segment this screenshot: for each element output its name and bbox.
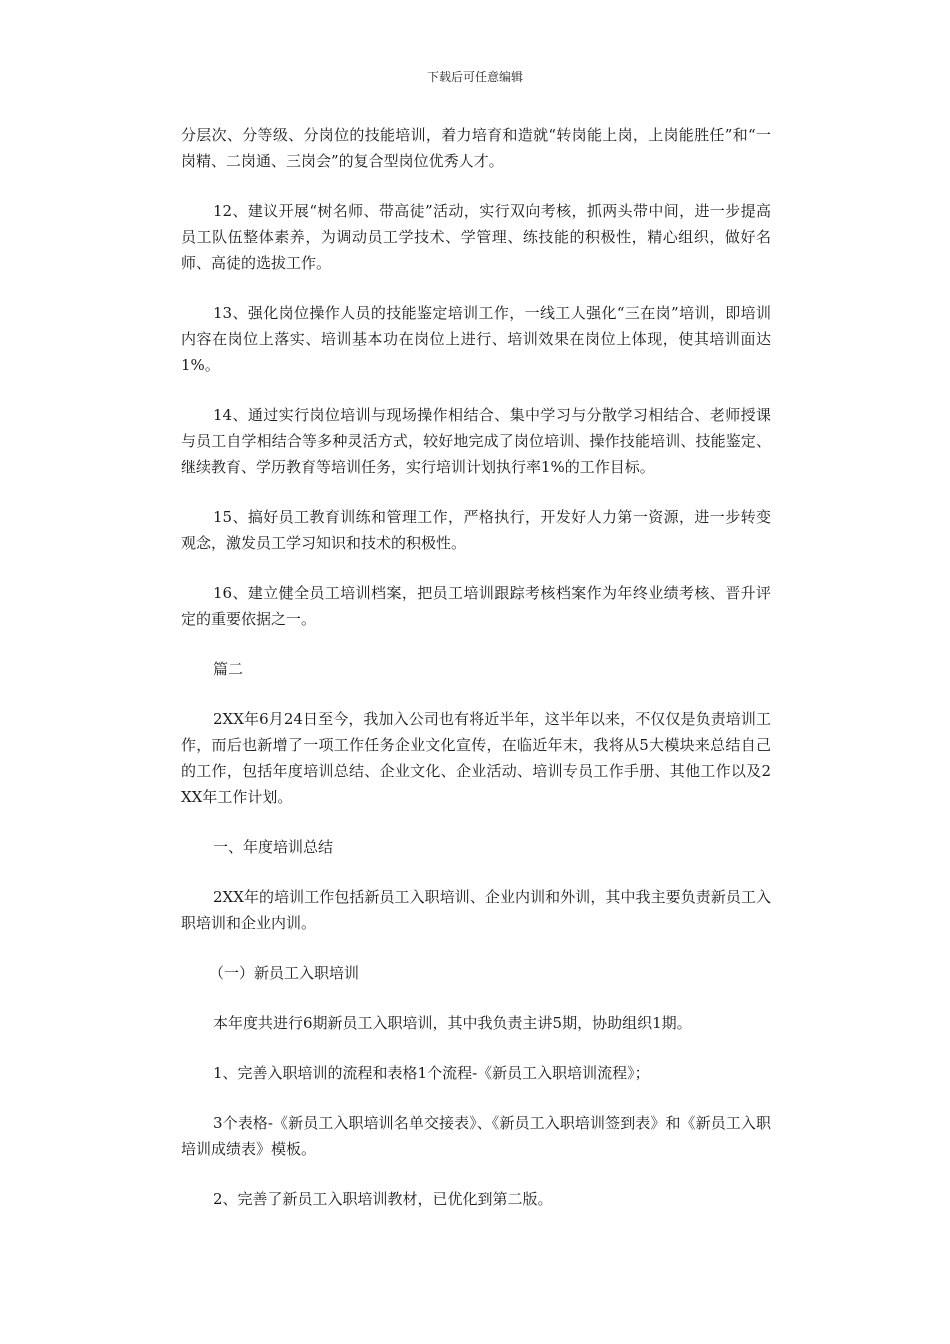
paragraph-process-forms: 1、完善入职培训的流程和表格1个流程-《新员工入职培训流程》； [213, 1064, 650, 1082]
subheading-new-employee-training: （一）新员工入职培训 [209, 964, 360, 982]
paragraph-forms-list: 3个表格-《新员工入职培训名单交接表》、《新员工入职培训签到表》和《新员工入职培训成绩表》模板。 [181, 1114, 771, 1158]
paragraph-item-15: 15、搞好员工教育训练和管理工作，严格执行，开发好人力第一资源，进一步转变观念，激发员工学习知识和技术的积极性。 [181, 508, 771, 552]
paragraph-item-13: 13、强化岗位操作人员的技能鉴定培训工作，一线工人强化“三在岗”培训，即培训内容在岗位上落实、培训基本功在岗位上进行、培训效果在岗位上体现，使其培训面达1%。 [181, 304, 771, 374]
paragraph-item-14: 14、通过实行岗位培训与现场操作相结合、集中学习与分散学习相结合、老师授课与员工自学相结合等多种灵活方式，较好地完成了岗位培训、操作技能培训、技能鉴定、继续教育、学历教育等培训任务，实行培训计划执行率1%的工作目标。 [181, 406, 771, 476]
paragraph-materials: 2、完善了新员工入职培训教材，已优化到第二版。 [213, 1190, 553, 1208]
paragraph-item-12: 12、建议开展“树名师、带高徒”活动，实行双向考核，抓两头带中间，进一步提高员工队伍整体素养，为调动员工学技术、学管理、练技能的积极性，精心组织，做好名师、高徒的选拔工作。 [181, 202, 771, 272]
paragraph-intro: 2XX年6月24日至今，我加入公司也有将近半年，这半年以来，不仅仅是负责培训工作，而后也新增了一项工作任务企业文化宣传，在临近年末，我将从5大模块来总结自己的工作，包括年度培训总结、企业文化、企业活动、培训专员工作手册、其他工作以及2XX年工作计划。 [181, 710, 771, 806]
paragraph-item-16: 16、建立健全员工培训档案，把员工培训跟踪考核档案作为年终业绩考核、晋升评定的重要依据之一。 [181, 584, 771, 628]
page-header: 下载后可任意编辑 [426, 70, 523, 84]
paragraph-sessions: 本年度共进行6期新员工入职培训，其中我负责主讲5期，协助组织1期。 [213, 1014, 692, 1032]
paragraph-continuation: 分层次、分等级、分岗位的技能培训，着力培育和造就“转岗能上岗，上岗能胜任”和“一岗精、二岗通、三岗会”的复合型岗位优秀人才。 [181, 126, 771, 170]
document-body [181, 122, 771, 1236]
section-heading-part-two: 篇二 [213, 660, 244, 678]
section-heading-annual-training: 一、年度培训总结 [213, 838, 334, 856]
paragraph-training-overview: 2XX年的培训工作包括新员工入职培训、企业内训和外训，其中我主要负责新员工入职培训和企业内训。 [181, 888, 771, 932]
